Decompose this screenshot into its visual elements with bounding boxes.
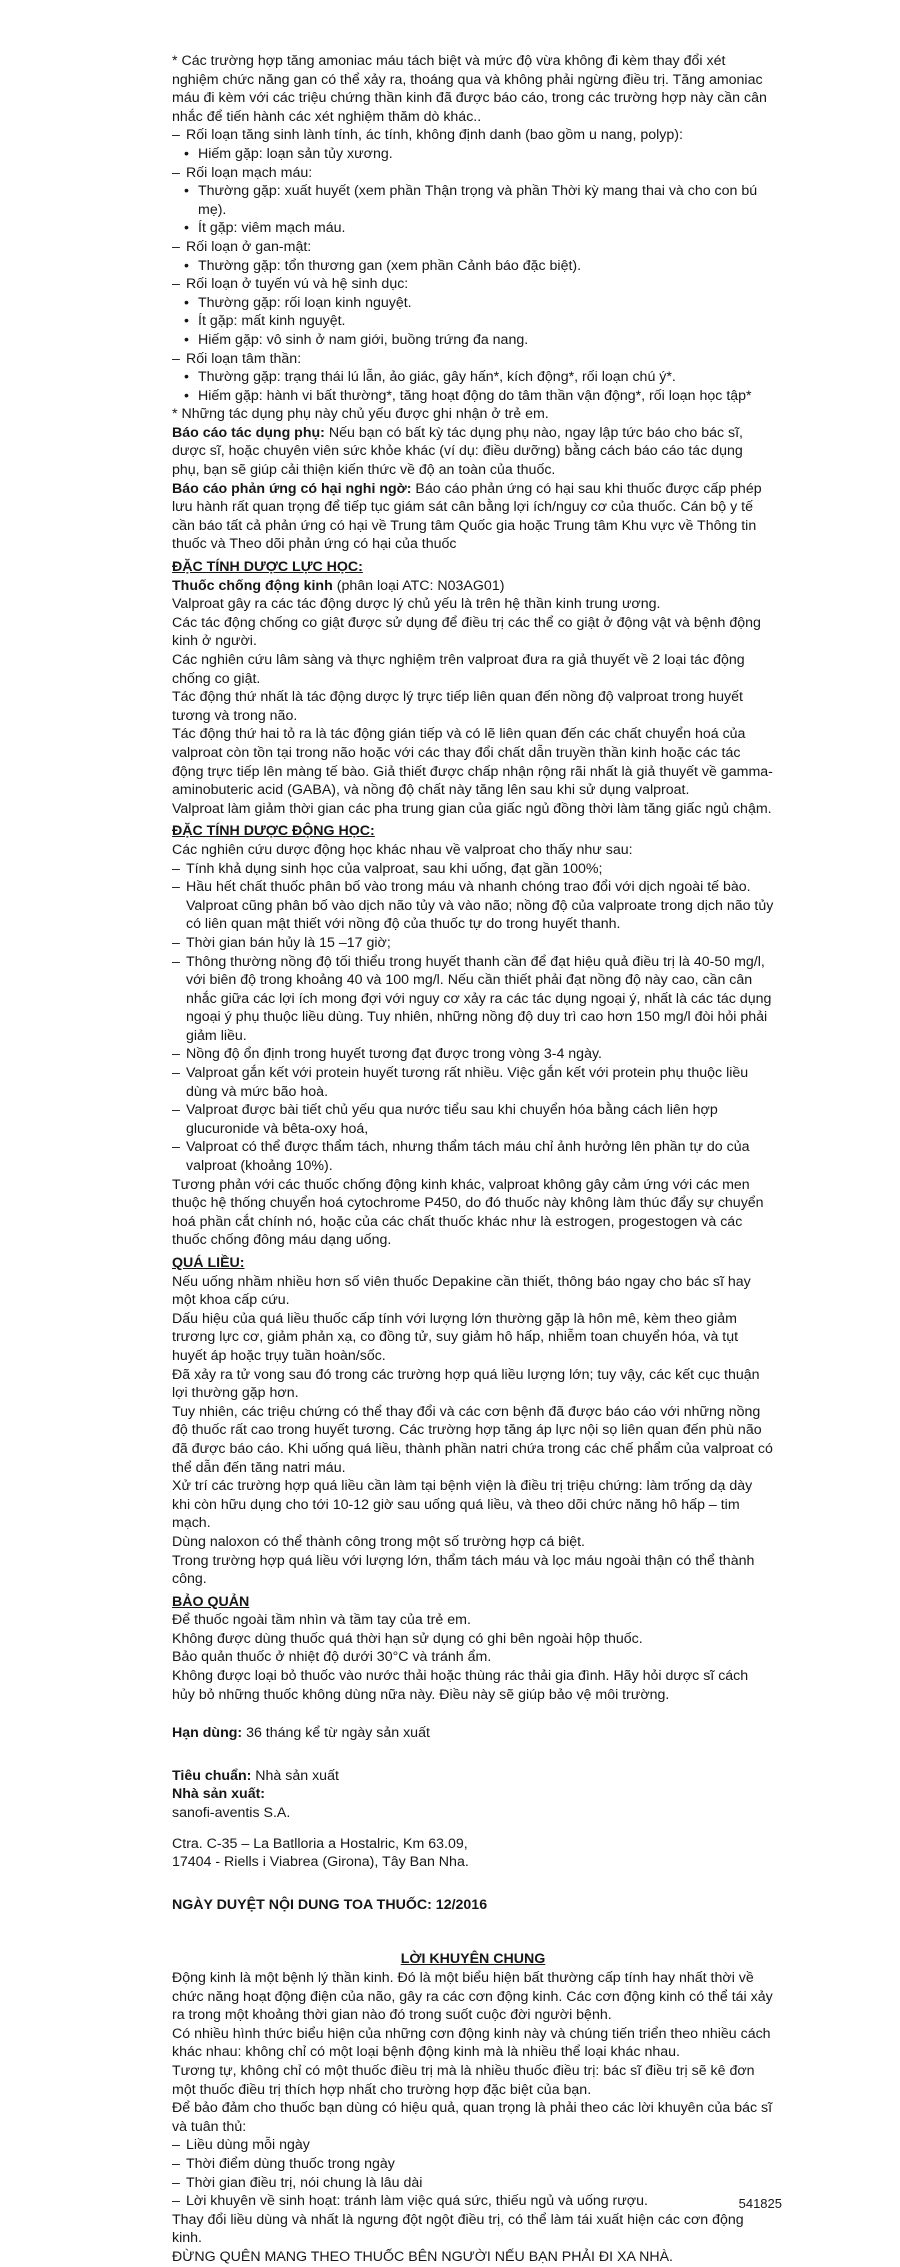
leaflet-page bbox=[172, 52, 774, 2267]
storage-para: Không được loại bỏ thuốc vào nước thải hoặc thùng rác thải gia đình. Hãy hỏi dược sĩ cách hủy bỏ những thuốc không dùng nữa này. Điều này sẽ giúp bảo vệ môi trường. bbox=[172, 1668, 749, 1703]
manufacturer-line: sanofi-aventis S.A. bbox=[172, 1805, 291, 1822]
children-note: * Những tác dụng phụ này chủ yếu được ghi nhận ở trẻ em. bbox=[172, 406, 549, 423]
list-item: – Tính khả dụng sinh học của valproat, sau khi uống, đạt gần 100%; bbox=[172, 860, 774, 879]
storage-heading: BẢO QUẢN bbox=[172, 1593, 250, 1610]
pharmacokinetics-enzyme-note: Tương phản với các thuốc chống động kinh khác, valproat không gây cảm ứng với các men thuộc hệ thống chuyển hoá cytochrome P450, do đó thuốc này không làm thúc đẩy sự chuyển hoá phần cắt chính nó, hoặc của các chất thuốc khác như là estrogen, progestogen và các thuốc chống đông máu dạng uống. bbox=[172, 1176, 764, 1249]
ammonia-note: * Các trường hợp tăng amoniac máu tách biệt và mức độ vừa không đi kèm thay đổi xét nghiệm chức năng gan có thể xảy ra, thoáng qua và không phải ngừng điều trị. Tăng amoniac máu đi kèm với các triệu chứng thần kinh đã được báo cáo, trong các trường hợp này cần cân nhắc để tiến hành các xét nghiệm thăm dò khác.. bbox=[172, 53, 767, 125]
advice-para: Động kinh là một bệnh lý thần kinh. Đó là một biểu hiện bất thường cấp tính hay nhất thời về chức năng hoạt động điện của não, gây ra các cơn động kinh. Các cơn động kinh có thể tái xảy ra trong một khoảng thời gian nào đó trong suốt cuộc đời người bệnh. bbox=[172, 1970, 773, 2024]
report-adverse-reactions: Báo cáo phản ứng có hại nghi ngờ: Báo cáo phản ứng có hại sau khi thuốc được cấp phép lưu hành rất quan trọng để tiếp tục giám sát cân bằng lợi ích/nguy cơ của thuốc. Cán bộ y tế cần báo tất cả phản ứng có hại về Trung tâm Quốc gia hoặc Trung tâm Khu vực về Thông tin thuốc và Theo dõi phản ứng có hại của thuốc bbox=[172, 480, 762, 553]
pharmacodynamics-para: Tác động thứ hai tỏ ra là tác động gián tiếp và có lẽ liên quan đến các chất chuyển hoá của valproat còn tồn tại trong não hoặc với các thay đổi chất dẫn truyền thần kinh hoặc các tác động trực tiếp lên màng tế bào. Giả thiết được chấp nhận rộng rãi nhất là giả thuyết về gamma-aminobuteric acid (GABA), và nồng độ chất này tăng lên sau khi sử dụng valproat. bbox=[172, 726, 773, 799]
general-advice-heading: LỜI KHUYÊN CHUNG bbox=[400, 1951, 546, 1968]
overdose-para: Tuy nhiên, các triệu chứng có thể thay đổi và các cơn bệnh đã được báo cáo với những nồng độ thuốc rất cao trong huyết tương. Các trường hợp tăng áp lực nội sọ liên quan đến phù não đã được báo cáo. Khi uống quá liều, thành phần natri chứa trong các chế phẩm của valproat có thể dẫn đến tăng natri máu. bbox=[172, 1403, 773, 1476]
disorder-neoplasm: – Rối loạn tăng sinh lành tính, ác tính, không định danh (bao gồm u nang, polyp): bbox=[172, 126, 774, 145]
list-item: – Valproat được bài tiết chủ yếu qua nước tiểu sau khi chuyển hóa bằng cách liên hợp glucuronide và bêta-oxy hoá, bbox=[172, 1101, 774, 1138]
advice-para: Tương tự, không chỉ có một thuốc điều trị mà là nhiều thuốc điều trị: bác sĩ điều trị sẽ kê đơn một thuốc điều trị thích hợp nhất cho trường hợp đặc biệt của bạn. bbox=[172, 2062, 755, 2098]
overdose-para: Đã xảy ra tử vong sau đó trong các trường hợp quá liều lượng lớn; tuy vậy, các kết cục thuận lợi thường gặp hơn. bbox=[172, 1366, 760, 1402]
disorder-neoplasm-rare: • Hiếm gặp: loạn sản tủy xương. bbox=[172, 145, 774, 164]
storage-para: Để thuốc ngoài tầm nhìn và tầm tay của trẻ em. bbox=[172, 1612, 471, 1629]
disorder-vascular-common: • Thường gặp: xuất huyết (xem phần Thận trọng và phần Thời kỳ mang thai và cho con bú mẹ). bbox=[172, 182, 774, 219]
advice-para: Có nhiều hình thức biểu hiện của những cơn động kinh này và chúng tiến triển theo nhiều cách khác nhau: không chỉ có một loại bệnh động kinh mà là nhiều thể loại khác nhau. bbox=[172, 2025, 771, 2061]
advice-para: Thay đổi liều dùng và nhất là ngưng đột ngột điều trị, có thể làm tái xuất hiện các cơn động kinh. bbox=[172, 2211, 744, 2247]
disorder-hepatobiliary: – Rối loạn ở gan-mật: bbox=[172, 238, 774, 257]
pharmacodynamics-para: Valproat làm giảm thời gian các pha trung gian của giấc ngủ đồng thời làm tăng giấc ngủ chậm. bbox=[172, 800, 772, 817]
overdose-para: Nếu uống nhầm nhiều hơn số viên thuốc Depakine cần thiết, thông báo ngay cho bác sĩ hay một khoa cấp cứu. bbox=[172, 1273, 751, 1309]
disorder-vascular: – Rối loạn mạch máu: bbox=[172, 164, 774, 183]
list-item: – Nồng độ ổn định trong huyết tương đạt được trong vòng 3-4 ngày. bbox=[172, 1045, 774, 1064]
shelf-life: Hạn dùng: 36 tháng kể từ ngày sản xuất bbox=[172, 1725, 430, 1742]
manufacturer-label: Nhà sản xuất: bbox=[172, 1786, 266, 1803]
disorder-psychiatric: – Rối loạn tâm thần: bbox=[172, 350, 774, 369]
disorder-reproductive-common: • Thường gặp: rối loạn kinh nguyệt. bbox=[172, 294, 774, 313]
overdose-para: Trong trường hợp quá liều với lượng lớn, thẩm tách máu và lọc máu ngoài thận có thể thành công. bbox=[172, 1552, 755, 1588]
pharmacokinetics-heading: ĐẶC TÍNH DƯỢC ĐỘNG HỌC: bbox=[172, 823, 375, 840]
overdose-heading: QUÁ LIỀU: bbox=[172, 1255, 245, 1271]
list-item: – Hầu hết chất thuốc phân bố vào trong máu và nhanh chóng trao đổi với dịch ngoài tế bào. Valproat cũng phân bố vào dịch não tủy và vào não; nồng độ của valproate trong dịch não tủy có liên quan mật thiết với nồng độ của thuốc tự do trong huyết thanh. bbox=[172, 878, 774, 934]
disorder-vascular-uncommon: • Ít gặp: viêm mạch máu. bbox=[172, 219, 774, 238]
disorder-reproductive: – Rối loạn ở tuyến vú và hệ sinh dục: bbox=[172, 275, 774, 294]
pharmacodynamics-para: Các tác động chống co giật được sử dụng để điều trị các thể co giật ở động vật và bệnh động kinh ở người. bbox=[172, 614, 761, 650]
list-item: – Thời điểm dùng thuốc trong ngày bbox=[172, 2155, 774, 2174]
pharmacokinetics-intro: Các nghiên cứu dược động học khác nhau về valproat cho thấy như sau: bbox=[172, 841, 633, 858]
list-item: – Thời gian bán hủy là 15 –17 giờ; bbox=[172, 934, 774, 953]
list-item: – Valproat có thể được thẩm tách, nhưng thẩm tách máu chỉ ảnh hưởng lên phần tự do của valproat (khoảng 10%). bbox=[172, 1138, 774, 1175]
disorder-psychiatric-common: • Thường gặp: trạng thái lú lẫn, ảo giác, gây hấn*, kích động*, rối loạn chú ý*. bbox=[172, 368, 774, 387]
pharmacodynamics-class: Thuốc chống động kinh (phân loại ATC: N03AG01) bbox=[172, 577, 505, 594]
pharmacodynamics-heading: ĐẶC TÍNH DƯỢC LỰC HỌC: bbox=[172, 559, 363, 576]
list-item: – Thời gian điều trị, nói chung là lâu dài bbox=[172, 2174, 774, 2193]
advice-para: Để bảo đảm cho thuốc bạn dùng có hiệu quả, quan trọng là phải theo các lời khuyên của bác sĩ và tuân thủ: bbox=[172, 2100, 773, 2135]
advice-warning: ĐỪNG QUÊN MANG THEO THUỐC BÊN NGƯỜI NẾU BẠN PHẢI ĐI XA NHÀ. bbox=[172, 2248, 673, 2265]
manufacturer-line: 17404 - Riells i Viabrea (Girona), Tây Ban Nha. bbox=[172, 1854, 469, 1871]
document-code: 541825 bbox=[738, 2196, 782, 2211]
overdose-para: Xử trí các trường hợp quá liều cần làm tại bệnh viện là điều trị triệu chứng: làm trống dạ dày khi còn hữu dụng cho tới 10-12 giờ sau uống quá liều, và theo dõi chức năng hô hấp – tim mạch. bbox=[172, 1478, 753, 1532]
pharmacodynamics-para: Valproat gây ra các tác động dược lý chủ yếu là trên hệ thần kinh trung ương. bbox=[172, 596, 661, 613]
disorder-psychiatric-rare: • Hiếm gặp: hành vi bất thường*, tăng hoạt động do tâm thần vận động*, rối loạn học tập* bbox=[172, 387, 774, 406]
report-side-effects: Báo cáo tác dụng phụ: Nếu bạn có bất kỳ tác dụng phụ nào, ngay lập tức báo cho bác sĩ, dược sĩ, hoặc chuyên viên sức khỏe khác (ví dụ: điều dưỡng) bằng cách báo cáo tác dụng phụ, bạn sẽ giúp cải thiện kiến thức về độ an toàn của thuốc. bbox=[172, 424, 743, 479]
report-adverse-reactions-label: Báo cáo phản ứng có hại nghi ngờ: bbox=[172, 480, 412, 497]
overdose-para: Dùng naloxon có thể thành công trong một số trường hợp cá biệt. bbox=[172, 1533, 585, 1550]
storage-para: Bảo quản thuốc ở nhiệt độ dưới 30°C và tránh ẩm. bbox=[172, 1649, 492, 1666]
manufacturer-line: Ctra. C-35 – La Batlloria a Hostalric, Km 63.09, bbox=[172, 1835, 468, 1852]
list-item: – Valproat gắn kết với protein huyết tương rất nhiều. Việc gắn kết với protein phụ thuộc liều dùng và mức bão hoà. bbox=[172, 1064, 774, 1101]
list-item: – Thông thường nồng độ tối thiểu trong huyết thanh cần để đạt hiệu quả điều trị là 40-50 mg/l, với biên độ trong khoảng 40 và 100 mg/l. Nếu cần thiết phải đạt nồng độ này cao, cần cân nhắc giữa các lợi ích mong đợi với nguy cơ xảy ra các tác dụng ngoại ý, nhất là các tác dụng ngoại ý phụ thuộc liều dùng. Tuy nhiên, những nồng độ duy trì cao hơn 150 mg/l đòi hỏi phải giảm liều. bbox=[172, 953, 774, 1046]
report-side-effects-label: Báo cáo tác dụng phụ: bbox=[172, 424, 325, 441]
list-item: – Liều dùng mỗi ngày bbox=[172, 2136, 774, 2155]
standard: Tiêu chuẩn: Nhà sản xuất bbox=[172, 1767, 339, 1784]
disorder-reproductive-rare: • Hiếm gặp: vô sinh ở nam giới, buồng trứng đa nang. bbox=[172, 331, 774, 350]
disorder-reproductive-uncommon: • Ít gặp: mất kinh nguyệt. bbox=[172, 312, 774, 331]
pharmacodynamics-para: Các nghiên cứu lâm sàng và thực nghiệm trên valproat đưa ra giả thuyết về 2 loại tác động chống co giật. bbox=[172, 652, 745, 687]
storage-para: Không được dùng thuốc quá thời hạn sử dụng có ghi bên ngoài hộp thuốc. bbox=[172, 1630, 643, 1647]
pharmacodynamics-para: Tác động thứ nhất là tác động dược lý trực tiếp liên quan đến nồng độ valproat trong huyết tương và trong não. bbox=[172, 689, 743, 724]
disorder-hepatobiliary-common: • Thường gặp: tổn thương gan (xem phần Cảnh báo đặc biệt). bbox=[172, 257, 774, 276]
approval-date: NGÀY DUYỆT NỘI DUNG TOA THUỐC: 12/2016 bbox=[172, 1896, 488, 1913]
list-item: – Lời khuyên về sinh hoạt: tránh làm việc quá sức, thiếu ngủ và uống rượu. bbox=[172, 2192, 774, 2211]
overdose-para: Dấu hiệu của quá liều thuốc cấp tính với lượng lớn thường gặp là hôn mê, kèm theo giảm trương lực cơ, giảm phản xạ, co đồng tử, suy giảm hô hấp, nhiễm toan chuyển hóa, và tụt huyết áp hoặc trụy tuần hoàn/sốc. bbox=[172, 1310, 739, 1364]
